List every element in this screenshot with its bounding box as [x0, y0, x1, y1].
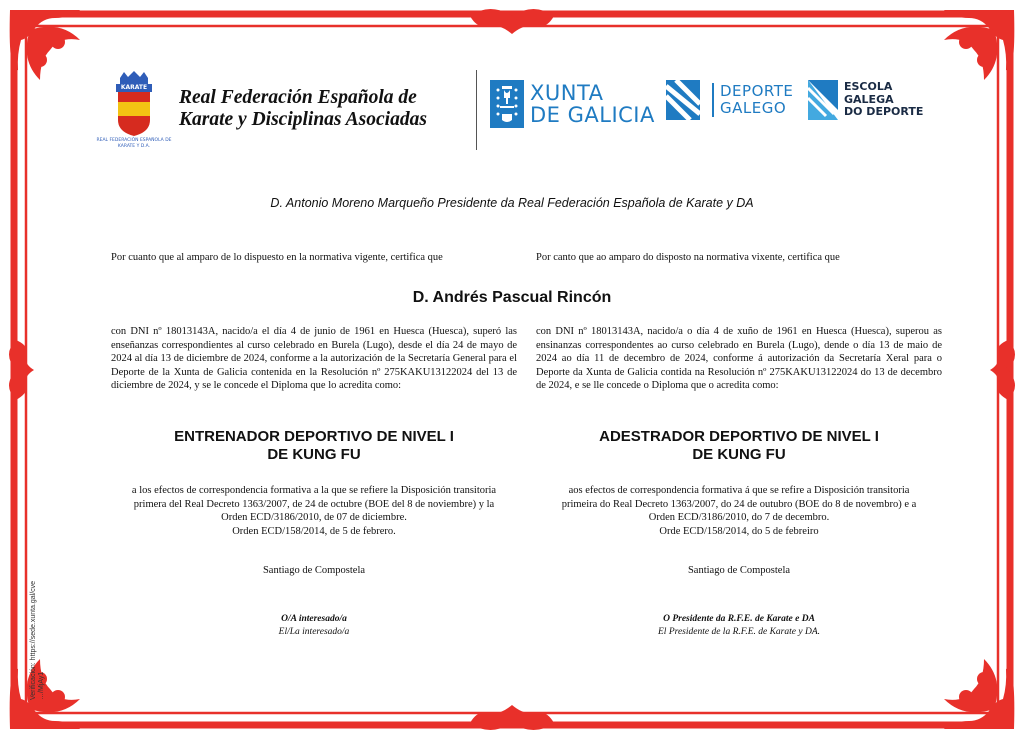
escola-galega-text	[844, 81, 923, 119]
effects-left-line2: primera del Real Decreto 1363/2007, de 24 de octubre (BOE del 8 de noviembre) y la	[133, 498, 495, 510]
effects-right-line3: Orden ECD/3186/2010, do 7 de decembro.	[648, 512, 830, 524]
xunta-text	[530, 82, 655, 126]
certify-right: Por canto que ao amparo do disposto na normativa vixente, certifica que	[536, 252, 840, 263]
xunta-line2: DE GALICIA	[530, 103, 655, 127]
rfek-logo	[96, 70, 172, 150]
president-line: D. Antonio Moreno Marqueño Presidente da Real Federación Española de Karate y DA	[270, 196, 754, 210]
rfek-logo-caption: REAL FEDERACIÓN ESPAÑOLA DE KARATE Y D.A.	[96, 138, 172, 149]
signature-title-right: O Presidente da R.F.E. de Karate e DA	[663, 614, 815, 624]
header-divider	[476, 70, 477, 150]
place-right: Santiago de Compostela	[687, 565, 791, 576]
xunta-line1: XUNTA	[530, 81, 604, 105]
escola-line3: DO DEPORTE	[844, 105, 924, 119]
verification-code: …/MjAy1	[38, 671, 45, 700]
deporte-galego-mark-icon	[666, 80, 700, 120]
deporte-galego-mark-svg	[666, 80, 700, 120]
effects-right-line1: aos efectos de correspondencia formativa á que se refire a Disposición transitoria	[568, 485, 910, 496]
rfek-title-line1: Real Federación Española de	[179, 87, 417, 108]
recipient-name: D. Andrés Pascual Rincón	[412, 289, 612, 306]
xunta-logo	[490, 80, 655, 128]
rfek-title-line2: Karate y Disciplinas Asociadas	[179, 109, 427, 130]
signature-title-left: O/A interesado/a	[281, 614, 347, 624]
effects-left-line1: a los efectos de correspondencia formativa a la que se refiere la Disposición transitoria	[131, 485, 497, 496]
effects-right	[536, 484, 942, 538]
body-right: con DNI nº 18013143A, nacido/a o día 4 de xuño de 1961 en Huesca (Huesca), superou as ensinanzas correspondentes ao curso celebrado en Burela (Lugo), dende o día 13 de maio de 2024 ao día 11 de decembro de 2024, conforme á autorización da Secretaría Xeral para o Deporte da Xunta de Galicia contida na Resolución nº 275KAKU13122024 do 13 de decembro de 2024, e se lle concede o Diploma que o acredita como:	[536, 326, 942, 392]
certify-left: Por cuanto que al amparo de lo dispuesto en la normativa vigente, certifica que	[111, 252, 443, 263]
diploma-title-left-line1: ENTRENADOR DEPORTIVO DE NIVEL I	[174, 428, 454, 445]
escola-galega-mark-icon	[808, 80, 838, 120]
diploma-title-right-line2: DE KUNG FU	[692, 446, 786, 463]
effects-left-line4: Orden ECD/158/2014, de 5 de febrero.	[232, 525, 396, 537]
deporte-line2: GALEGO	[720, 99, 787, 117]
place-left: Santiago de Compostela	[262, 565, 366, 576]
escola-galega-logo	[808, 80, 923, 120]
rfek-logo-label: KARATE	[120, 84, 148, 91]
signature-subtitle-right: El Presidente de la R.F.E. de Karate y DA.	[658, 627, 820, 637]
effects-left	[111, 484, 517, 538]
rfek-title	[179, 87, 427, 131]
xunta-shield-svg	[490, 80, 524, 128]
diploma-title-left	[111, 428, 517, 464]
diploma-title-left-line2: DE KUNG FU	[267, 446, 361, 463]
signature-subtitle-left: El/La interesado/a	[278, 627, 350, 637]
xunta-shield-icon	[490, 80, 524, 128]
escola-line1: ESCOLA	[844, 80, 893, 94]
body-left: con DNI nº 18013143A, nacido/a el día 4 de junio de 1961 en Huesca (Huesca), superó las enseñanzas correspondientes al curso celebrado en Burela (Lugo), desde el día 24 de mayo de 2024 al día 13 de diciembre de 2024, conforme a la autorización de la Secretaría General para el Deporte de la Xunta de Galicia contenida en la Resolución nº 275KAKU13122024 del 13 de diciembre de 2024, y se le concede el Diploma que lo acredita como:	[111, 326, 517, 392]
diploma-title-right-line1: ADESTRADOR DEPORTIVO DE NIVEL I	[599, 428, 879, 445]
effects-right-line4: Orde ECD/158/2014, do 5 de febreiro	[659, 525, 819, 537]
escola-galega-mark-svg	[808, 80, 838, 120]
diploma-title-right	[536, 428, 942, 464]
escola-line2: GALEGA	[844, 92, 894, 106]
verification-note: Verificación: https://sede.xunta.gal/cve	[30, 580, 37, 700]
deporte-galego-text	[712, 83, 793, 117]
effects-right-line2: primeira do Real Decreto 1363/2007, do 24 de outubro (BOE do 8 de novembro) e a	[561, 498, 917, 510]
deporte-galego-logo	[666, 80, 793, 120]
deporte-line1: DEPORTE	[720, 82, 794, 100]
effects-left-line3: Orden ECD/3186/2010, de 07 de diciembre.	[221, 512, 407, 524]
